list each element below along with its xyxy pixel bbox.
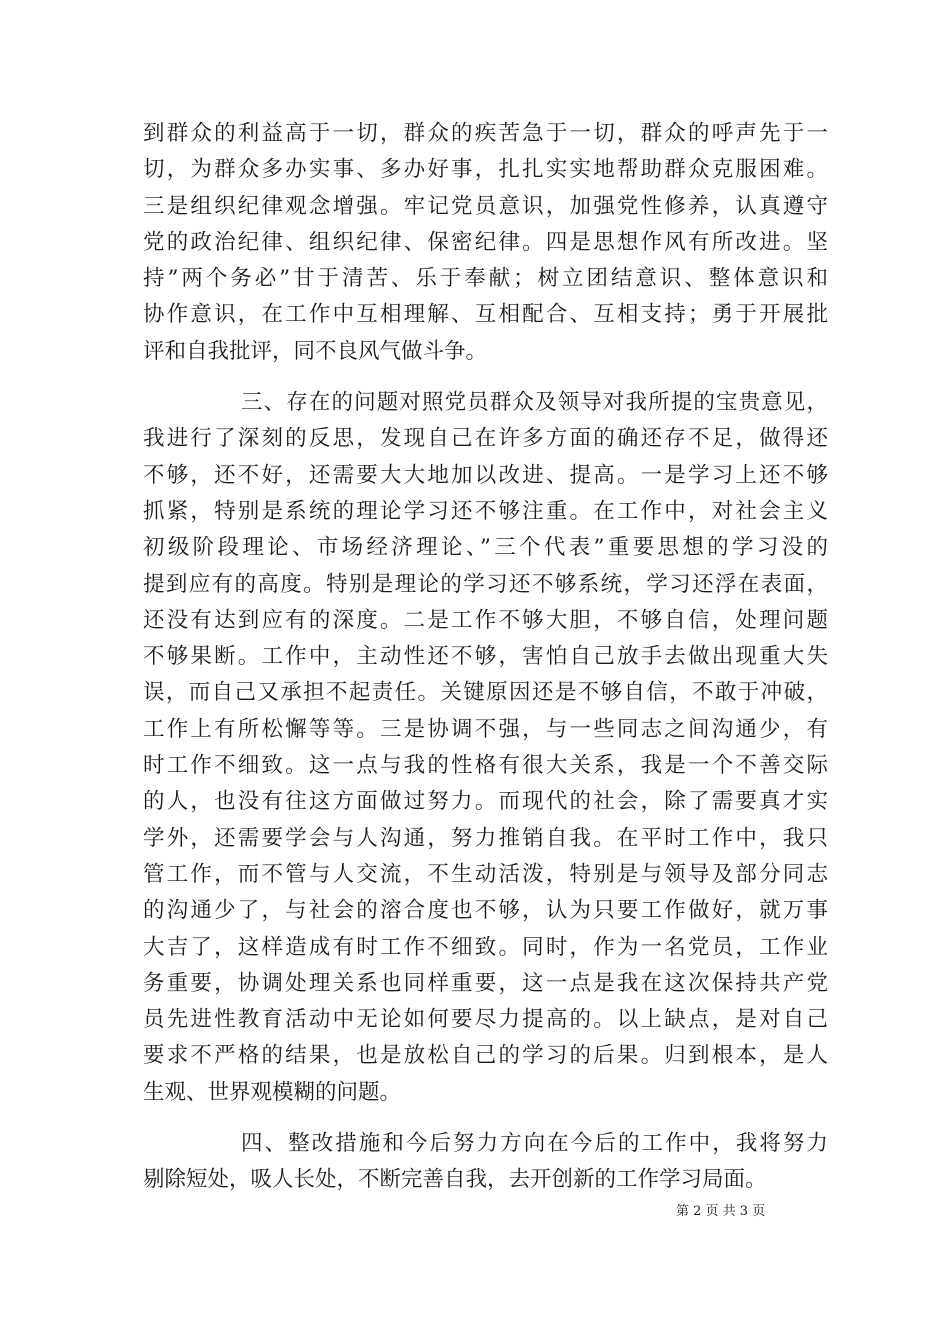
text-line: 的人，也没有往这方面做过努力。而现代的社会，除了需要真才实: [143, 789, 828, 815]
text-line: 生观、世界观模糊的问题。: [143, 1079, 402, 1105]
text-line: 三是组织纪律观念增强。牢记党员意识，加强党性修养，认真遵守: [143, 193, 828, 219]
text-line: 务重要，协调处理关系也同样重要，这一点是我在这次保持共产党: [143, 970, 828, 996]
text-line: 的沟通少了，与社会的溶合度也不够，认为只要工作做好，就万事: [143, 898, 828, 924]
paragraph-spacer: [143, 1111, 828, 1126]
text-line: 到群众的利益高于一切，群众的疾苦急于一切，群众的呼声先于一: [143, 121, 828, 146]
text-line: 时工作不细致。这一点与我的性格有很大关系，我是一个不善交际: [143, 753, 828, 779]
text-line: 抓紧，特别是系统的理论学习还不够注重。在工作中，对社会主义: [143, 498, 828, 524]
section-heading-line: 三、存在的问题对照党员群众及领导对我所提的宝贵意见，: [241, 390, 828, 416]
text-line: 管工作，而不管与人交流，不生动活泼，特别是与领导及部分同志: [143, 861, 828, 887]
text-line: 初级阶段理论、市场经济理论、”三个代表”重要思想的学习没的: [143, 535, 828, 561]
section-heading-line: 四、整改措施和今后努力方向在今后的工作中，我将努力: [241, 1131, 828, 1157]
text-line: 学外，还需要学会与人沟通，努力推销自我。在平时工作中，我只: [143, 825, 828, 851]
text-line: 不够果断。工作中，主动性还不够，害怕自己放手去做出现重大失: [143, 644, 828, 670]
text-line: 还没有达到应有的深度。二是工作不够大胆，不够自信，处理问题: [143, 607, 828, 633]
text-line: 提到应有的高度。特别是理论的学习还不够系统，学习还浮在表面，: [143, 571, 828, 597]
document-body: [143, 116, 828, 1199]
text-line: 评和自我批评，同不良风气做斗争。: [143, 338, 488, 364]
text-line: 误，而自己又承担不起责任。关键原因还是不够自信，不敢于冲破，: [143, 680, 828, 706]
text-line: 我进行了深刻的反思，发现自己在许多方面的确还存不足，做得还: [143, 426, 828, 452]
text-line: 剔除短处，吸人长处，不断完善自我，去开创新的工作学习局面。: [143, 1167, 767, 1193]
text-line: 工作上有所松懈等等。三是协调不强，与一些同志之间沟通少，有: [143, 716, 828, 742]
paragraph-section-three: [143, 385, 828, 1111]
text-line: 持”两个务必”甘于清苦、乐于奉献；树立团结意识、整体意识和: [143, 266, 828, 292]
paragraph-1: [143, 116, 828, 370]
text-line: 切，为群众多办实事、多办好事，扎扎实实地帮助群众克服困难。: [143, 157, 828, 183]
paragraph-spacer: [143, 370, 828, 385]
text-line: 协作意识，在工作中互相理解、互相配合、互相支持；勇于开展批: [143, 302, 828, 328]
text-line: 大吉了，这样造成有时工作不细致。同时，作为一名党员，工作业: [143, 934, 828, 960]
text-line: 不够，还不好，还需要大大地加以改进、提高。一是学习上还不够: [143, 462, 828, 488]
text-line: 党的政治纪律、组织纪律、保密纪律。四是思想作风有所改进。坚: [143, 229, 828, 255]
text-line: 员先进性教育活动中无论如何要尽力提高的。以上缺点，是对自己: [143, 1007, 828, 1033]
page-number-footer: 第 2 页 共 3 页: [676, 1204, 766, 1219]
text-line: 要求不严格的结果，也是放松自己的学习的后果。归到根本，是人: [143, 1043, 828, 1069]
paragraph-section-four: [143, 1126, 828, 1199]
